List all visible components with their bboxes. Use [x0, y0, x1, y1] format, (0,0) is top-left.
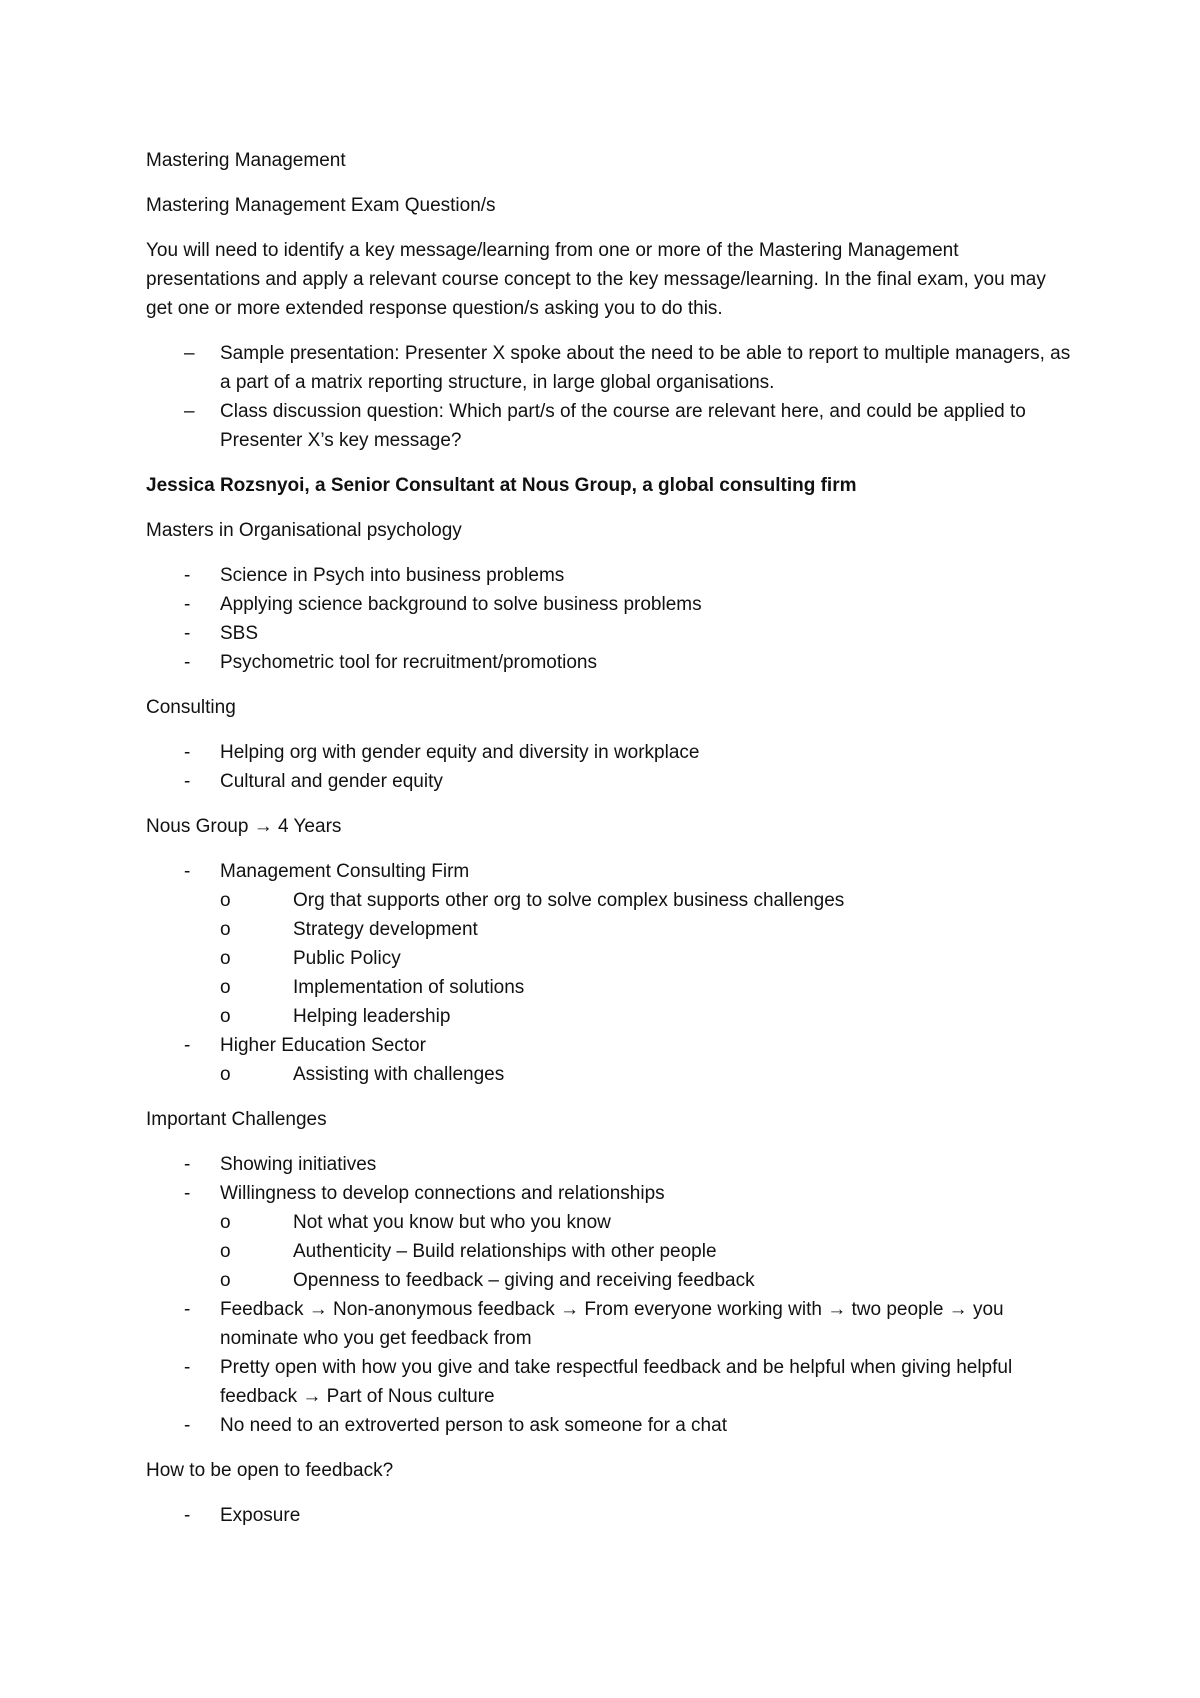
sublist-item-text: Org that supports other org to solve complex business challenges	[293, 890, 845, 911]
dash-marker: -	[184, 1035, 191, 1056]
challenges-sublist	[220, 1208, 1076, 1295]
list-item-text: Management Consulting Firm	[220, 861, 470, 882]
circle-marker: o	[220, 919, 231, 940]
dash-marker: –	[184, 401, 195, 422]
list-item	[146, 1150, 1076, 1179]
list-item-text: Higher Education Sector	[220, 1035, 426, 1056]
sublist-item	[220, 1266, 1076, 1295]
dash-marker: -	[184, 771, 191, 792]
sublist-item	[220, 944, 1076, 973]
nous-list	[146, 857, 1076, 1089]
list-item-text: Exposure	[220, 1505, 301, 1526]
consulting-list	[146, 738, 1076, 796]
dash-marker: -	[184, 623, 191, 644]
consulting-heading: Consulting	[146, 697, 236, 718]
sublist-item	[220, 1002, 1076, 1031]
dash-marker: –	[184, 343, 195, 364]
nous-sublist	[220, 1060, 1076, 1089]
circle-marker: o	[220, 1212, 231, 1233]
intro-paragraph: You will need to identify a key message/learning from one or more of the Mastering Management presentations and apply a relevant course concept to the key message/learning. In the final exam, you may get one or more extended response question/s asking you to do this.	[146, 240, 1046, 319]
list-item	[146, 648, 1076, 677]
challenges-list	[146, 1150, 1076, 1440]
dash-marker: -	[184, 1183, 191, 1204]
dash-marker: -	[184, 652, 191, 673]
dash-marker: -	[184, 565, 191, 586]
circle-marker: o	[220, 1006, 231, 1027]
list-item-text: Pretty open with how you give and take respectful feedback and be helpful when giving helpful feedback → Part of Nous culture	[220, 1357, 1013, 1407]
sublist-item	[220, 1060, 1076, 1089]
list-item-text: No need to an extroverted person to ask someone for a chat	[220, 1415, 727, 1436]
circle-marker: o	[220, 1270, 231, 1291]
list-item-text: Showing initiatives	[220, 1154, 377, 1175]
list-item-text: Willingness to develop connections and relationships	[220, 1183, 665, 1204]
dash-marker: -	[184, 1154, 191, 1175]
list-item-text: Class discussion question: Which part/s of the course are relevant here, and could be applied to Presenter X’s key message?	[220, 401, 1026, 451]
list-item-text: Applying science background to solve business problems	[220, 594, 702, 615]
sublist-item-text: Helping leadership	[293, 1006, 451, 1027]
sublist-item-text: Strategy development	[293, 919, 478, 940]
list-item	[146, 857, 1076, 1031]
list-item	[146, 619, 1076, 648]
nous-heading: Nous Group → 4 Years	[146, 816, 342, 837]
circle-marker: o	[220, 890, 231, 911]
list-item	[146, 590, 1076, 619]
sublist-item-text: Assisting with challenges	[293, 1064, 505, 1085]
list-item	[146, 738, 1076, 767]
circle-marker: o	[220, 1241, 231, 1262]
dash-marker: -	[184, 742, 191, 763]
masters-list	[146, 561, 1076, 677]
list-item-text: SBS	[220, 623, 259, 644]
list-item-text: Feedback → Non-anonymous feedback → From everyone working with → two people → you nominate who you get feedback from	[220, 1299, 1004, 1349]
sublist-item	[220, 973, 1076, 1002]
circle-marker: o	[220, 948, 231, 969]
list-item-text: Cultural and gender equity	[220, 771, 443, 792]
dash-marker: -	[184, 1505, 191, 1526]
sublist-item-text: Authenticity – Build relationships with other people	[293, 1241, 717, 1262]
sublist-item-text: Openness to feedback – giving and receiving feedback	[293, 1270, 755, 1291]
sublist-item	[220, 886, 1076, 915]
open-heading: How to be open to feedback?	[146, 1460, 394, 1481]
doc-title: Mastering Management	[146, 150, 346, 171]
list-item	[146, 1353, 1076, 1411]
list-item-text: Helping org with gender equity and diversity in workplace	[220, 742, 700, 763]
dash-marker: -	[184, 1357, 191, 1378]
document-page	[146, 146, 1076, 1546]
circle-marker: o	[220, 977, 231, 998]
list-item	[146, 397, 1076, 455]
sublist-item-text: Not what you know but who you know	[293, 1212, 611, 1233]
list-item	[146, 1295, 1076, 1353]
doc-subtitle: Mastering Management Exam Question/s	[146, 195, 496, 216]
list-item-text: Sample presentation: Presenter X spoke about the need to be able to report to multiple managers, as a part of a matrix reporting structure, in large global organisations.	[220, 343, 1071, 393]
list-item	[146, 339, 1076, 397]
list-item	[146, 767, 1076, 796]
sublist-item	[220, 915, 1076, 944]
masters-heading: Masters in Organisational psychology	[146, 520, 462, 541]
dash-marker: -	[184, 1299, 191, 1320]
challenges-heading: Important Challenges	[146, 1109, 327, 1130]
dash-marker: -	[184, 594, 191, 615]
list-item	[146, 1031, 1076, 1089]
sublist-item	[220, 1208, 1076, 1237]
example-list	[146, 339, 1076, 455]
list-item	[146, 1411, 1076, 1440]
list-item-text: Psychometric tool for recruitment/promotions	[220, 652, 597, 673]
open-list	[146, 1501, 1076, 1530]
sublist-item	[220, 1237, 1076, 1266]
nous-sublist	[220, 886, 1076, 1031]
list-item	[146, 561, 1076, 590]
list-item-text: Science in Psych into business problems	[220, 565, 565, 586]
sublist-item-text: Implementation of solutions	[293, 977, 525, 998]
dash-marker: -	[184, 861, 191, 882]
list-item	[146, 1179, 1076, 1295]
circle-marker: o	[220, 1064, 231, 1085]
dash-marker: -	[184, 1415, 191, 1436]
list-item	[146, 1501, 1076, 1530]
sublist-item-text: Public Policy	[293, 948, 401, 969]
speaker-heading: Jessica Rozsnyoi, a Senior Consultant at Nous Group, a global consulting firm	[146, 475, 857, 496]
